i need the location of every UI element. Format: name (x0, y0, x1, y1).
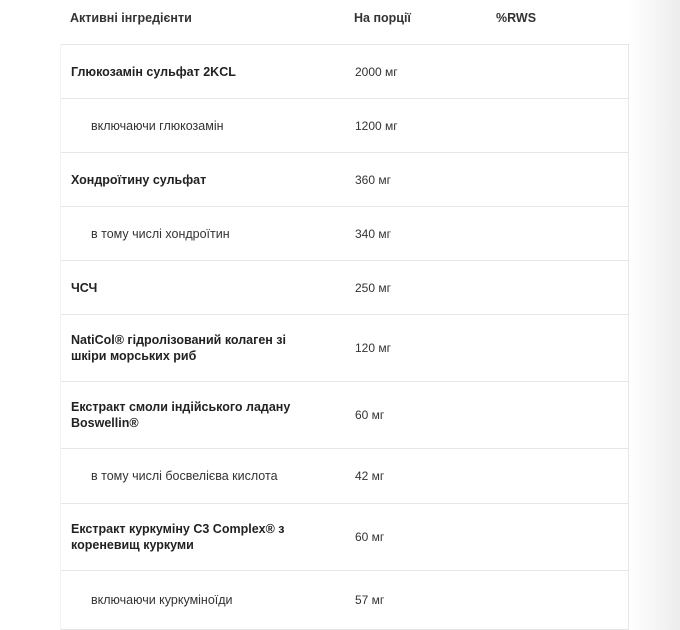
ingredient-name: Екстракт смоли індійського ладану Boswellin® (71, 400, 291, 430)
ingredient-amount: 360 мг (355, 172, 391, 187)
header-per-serving: На порції (354, 11, 411, 25)
table-header (60, 0, 628, 44)
ingredient-name: в тому числі босвелієва кислота (91, 469, 278, 483)
ingredient-name: NatiCol® гідролізований колаген зі шкіри морських риб (71, 333, 286, 363)
ingredient-amount: 42 мг (355, 469, 385, 483)
table-row (61, 152, 628, 206)
ingredient-amount: 60 мг (355, 408, 385, 422)
ingredients-table (60, 44, 629, 630)
ingredient-name: включаючи куркуміноїди (91, 593, 233, 607)
ingredient-name: Глюкозамін сульфат 2KCL (71, 64, 236, 79)
table-row (61, 314, 628, 381)
header-ingredients: Активні інгредієнти (70, 11, 192, 25)
ingredient-amount: 120 мг (355, 341, 391, 355)
ingredient-name: ЧСЧ (71, 280, 98, 295)
table-row (61, 260, 628, 314)
ingredients-table-panel (60, 0, 628, 630)
table-row (61, 44, 628, 98)
ingredient-amount: 60 мг (355, 530, 385, 544)
ingredient-amount: 250 мг (355, 280, 391, 295)
table-row (61, 448, 628, 503)
ingredient-amount: 2000 мг (355, 64, 398, 79)
header-rws: %RWS (496, 11, 537, 25)
table-row (61, 381, 628, 448)
ingredient-name: в тому числі хондроїтин (91, 226, 230, 241)
ingredient-amount: 340 мг (355, 226, 391, 241)
ingredient-name: Екстракт куркуміну C3 Complex® з кореневищ куркуми (71, 522, 285, 552)
table-row (61, 98, 628, 152)
table-row (61, 503, 628, 570)
ingredient-name: Хондроїтину сульфат (71, 172, 207, 187)
page-edge-shadow (628, 0, 680, 630)
table-row (61, 570, 628, 630)
ingredient-amount: 57 мг (355, 593, 385, 607)
table-row (61, 206, 628, 260)
ingredient-amount: 1200 мг (355, 118, 398, 133)
ingredient-name: включаючи глюкозамін (91, 118, 224, 133)
